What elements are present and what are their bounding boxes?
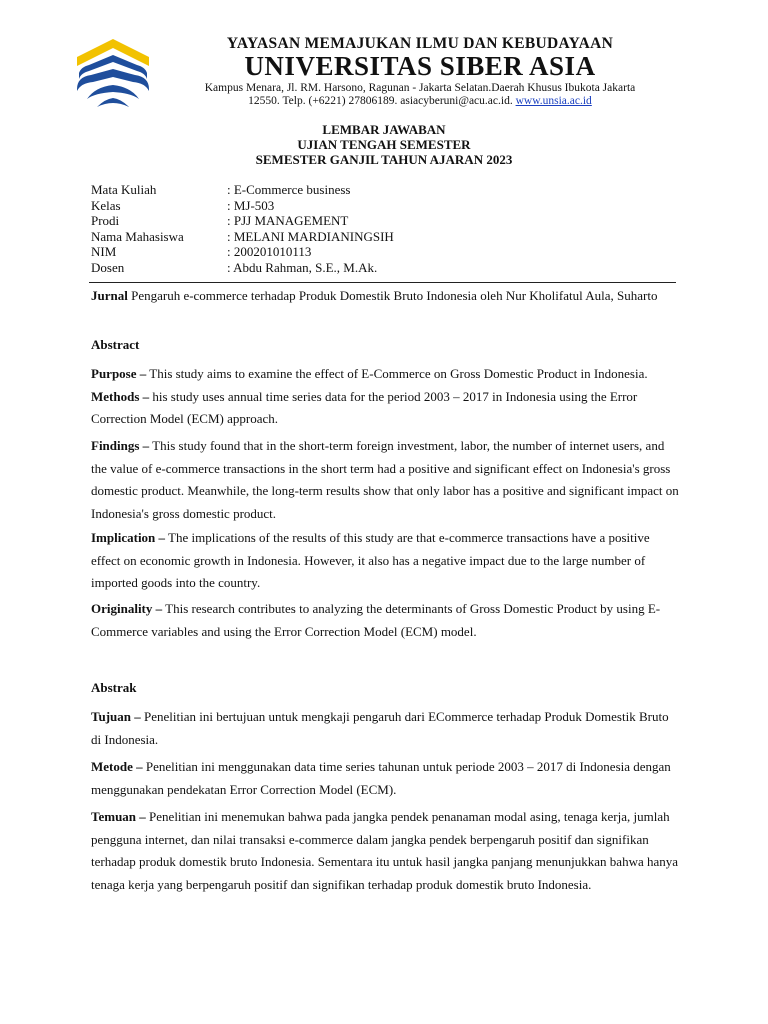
purpose-label: Purpose – <box>91 366 147 381</box>
foundation-name: YAYASAN MEMAJUKAN ILMU DAN KEBUDAYAAN <box>226 35 614 52</box>
tujuan-paragraph <box>91 706 681 751</box>
info-value: : MJ-503 <box>227 197 275 213</box>
temuan-paragraph <box>91 806 681 896</box>
university-logo-icon <box>73 33 153 113</box>
implication-text: The implications of the results of this study are that e-commerce transactions have a positive effect on economic growth in Indonesia. However, it also has a negative impact due to the large number of imported goods into the country. <box>91 530 650 590</box>
address-line-2-text: 12550. Telp. (+6221) 27806189. asiacyberuni@acu.ac.id. <box>248 95 513 107</box>
info-label: Nama Mahasiswa <box>91 228 184 244</box>
implication-paragraph <box>91 527 681 595</box>
title-semester: SEMESTER GANJIL TAHUN AJARAN 2023 <box>255 152 513 167</box>
info-row <box>91 198 394 214</box>
purpose-text: This study aims to examine the effect of E-Commerce on Gross Domestic Product in Indonesia. <box>146 366 648 381</box>
purpose-paragraph <box>91 363 681 431</box>
info-row <box>91 244 394 260</box>
findings-label: Findings – <box>91 438 150 453</box>
findings-paragraph <box>91 435 681 525</box>
info-value: : E-Commerce business <box>227 182 351 197</box>
address-line-1: Kampus Menara, Jl. RM. Harsono, Ragunan - Jakarta Selatan.Daerah Khusus Ibukota Jakarta <box>204 82 636 94</box>
info-label: NIM <box>91 244 117 259</box>
title-answer-sheet: LEMBAR JAWABAN <box>322 122 446 137</box>
methods-label: Methods – <box>91 388 150 404</box>
metode-text: Penelitian ini menggunakan data time series tahunan untuk periode 2003 – 2017 di Indonesia dengan menggunakan pendekatan Error Correction Model (ECM). <box>91 759 671 797</box>
info-row <box>91 213 394 229</box>
info-label: Prodi <box>91 213 120 228</box>
journal-label: Jurnal <box>91 288 128 303</box>
temuan-label: Temuan – <box>91 809 146 824</box>
metode-paragraph <box>91 756 681 801</box>
abstrak-heading: Abstrak <box>91 680 137 695</box>
journal-text: Pengaruh e-commerce terhadap Produk Domestik Bruto Indonesia oleh Nur Kholifatul Aula, Suharto <box>127 288 658 303</box>
info-value: : 200201010113 <box>227 244 312 259</box>
title-exam: UJIAN TENGAH SEMESTER <box>297 137 471 152</box>
address-line-2 <box>160 95 680 107</box>
journal-paragraph <box>91 285 681 308</box>
temuan-text: Penelitian ini menemukan bahwa pada jangka pendek penanaman modal asing, tenaga kerja, jumlah pengguna internet, dan nilai transaksi e-commerce dalam jangka pendek berpengaruh positif dan signifikan terhadap produk domestik bruto Indonesia. Sementara itu untuk hasil jangka panjang menunjukkan bahwa hanya tenaga kerja yang berpengaruh positif dan signifikan terhadap produk domestik bruto Indonesia. <box>91 809 679 892</box>
info-value: : Abdu Rahman, S.E., M.Ak. <box>227 259 378 275</box>
originality-label: Originality – <box>91 601 163 616</box>
methods-text: his study uses annual time series data for the period 2003 – 2017 in Indonesia using the Error Correction Model (ECM) approach. <box>91 388 638 426</box>
info-row <box>91 229 394 245</box>
divider <box>89 282 676 283</box>
findings-text: This study found that in the short-term foreign investment, labor, the number of internet users, and the value of e-commerce transactions in the short term had a positive and significant effect on Indonesia's gross domestic product. Meanwhile, the long-term results show that only labor has a positive and significant impact on Indonesia's gross domestic product. <box>91 438 679 521</box>
metode-label: Metode – <box>91 759 143 774</box>
info-value: : PJJ MANAGEMENT <box>227 213 349 228</box>
university-name: UNIVERSITAS SIBER ASIA <box>244 51 596 81</box>
info-label: Dosen <box>91 259 125 275</box>
info-label: Mata Kuliah <box>91 182 157 197</box>
abstract-heading: Abstract <box>91 337 140 352</box>
website-link[interactable]: www.unsia.ac.id <box>515 95 592 107</box>
info-row <box>91 182 394 198</box>
student-info <box>91 182 394 275</box>
tujuan-text: Penelitian ini bertujuan untuk mengkaji pengaruh dari ECommerce terhadap Produk Domestik Bruto di Indonesia. <box>91 709 669 747</box>
originality-text: This research contributes to analyzing the determinants of Gross Domestic Product by using E-Commerce variables and using the Error Correction Model (ECM) model. <box>91 601 661 639</box>
tujuan-label: Tujuan – <box>91 709 141 724</box>
originality-paragraph <box>91 598 681 643</box>
info-label: Kelas <box>91 197 121 213</box>
implication-label: Implication – <box>91 530 166 545</box>
info-row <box>91 260 394 276</box>
info-value: : MELANI MARDIANINGSIH <box>227 228 394 244</box>
